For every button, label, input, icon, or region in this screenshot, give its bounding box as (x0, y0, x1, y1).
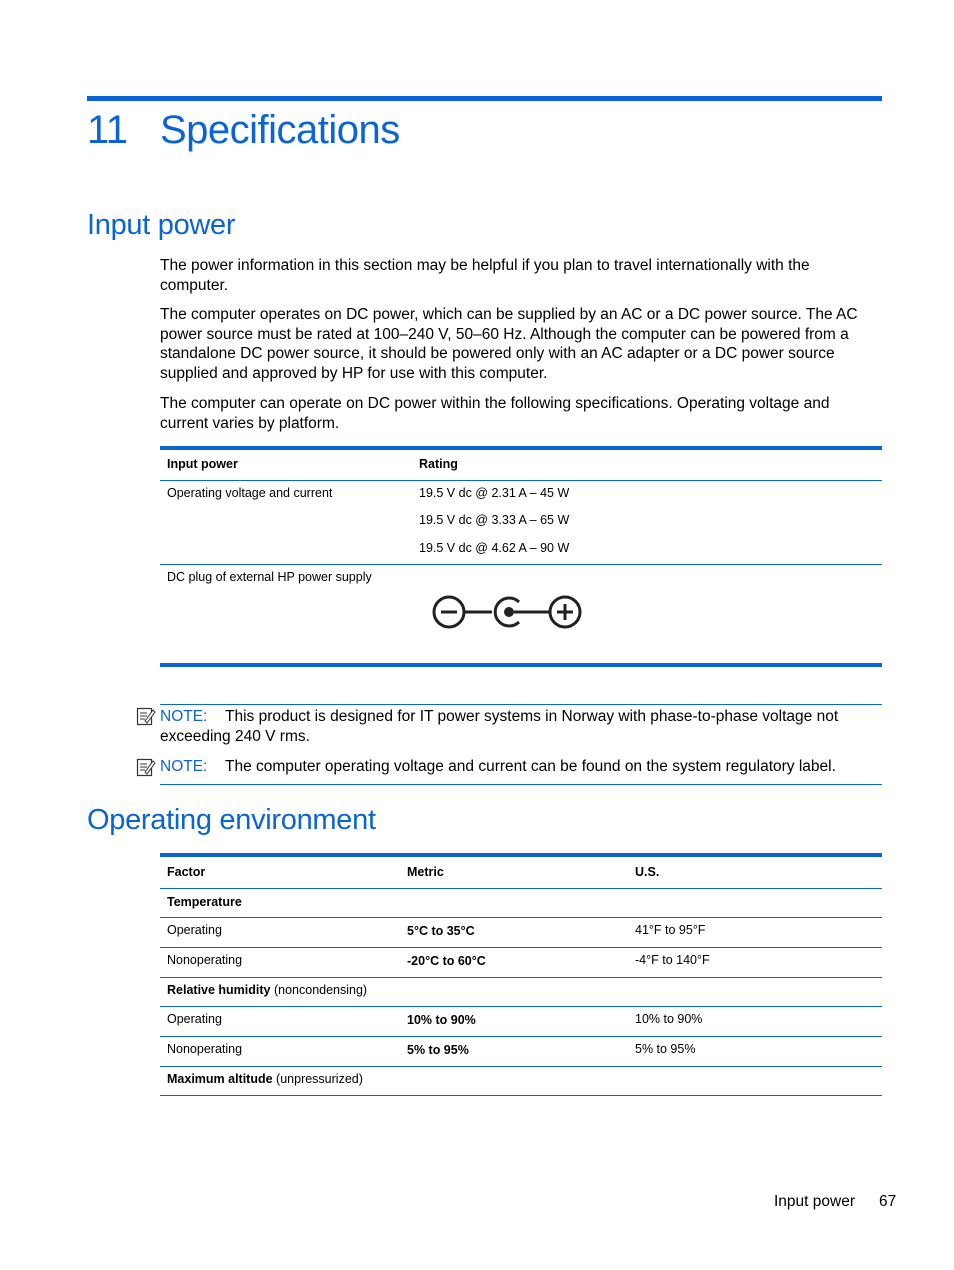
table-cell-label: DC plug of external HP power supply (167, 570, 372, 584)
metric-value: 5°C to 35°C (407, 924, 475, 938)
factor-suffix: (unpressurized) (272, 1072, 363, 1086)
table-row-divider (160, 917, 882, 918)
table-cell-value: 19.5 V dc @ 3.33 A – 65 W (419, 513, 570, 527)
chapter-title (87, 104, 400, 156)
metric-value: -20°C to 60°C (407, 954, 486, 968)
table-top-rule (160, 446, 882, 450)
metric-value: 5% to 95% (407, 1043, 469, 1057)
dc-polarity-symbol-icon (430, 593, 584, 631)
chapter-rule (87, 96, 882, 101)
table-row-divider (160, 977, 882, 978)
us-value: 41°F to 95°F (635, 923, 706, 937)
factor-label: Maximum altitude (167, 1072, 273, 1086)
note-icon (136, 706, 156, 726)
paragraph: The computer operates on DC power, which can be supplied by an AC or a DC power source. The AC power source must be rated at 100–240 V, 50–60 Hz. Although the computer can be powered from a standalone DC power source, it should be powered only with an AC adapter or a DC power source supplied and approved by HP for use with this computer. (160, 306, 858, 382)
table-row (167, 983, 367, 998)
factor-suffix: (noncondensing) (270, 983, 368, 997)
factor-label: Operating (167, 923, 222, 937)
metric-value: 10% to 90% (407, 1013, 476, 1027)
note-icon (136, 757, 156, 777)
table-cell-value: 19.5 V dc @ 4.62 A – 90 W (419, 541, 570, 555)
chapter-number: 11 (87, 108, 128, 152)
table-row (167, 895, 242, 910)
table-header: U.S. (635, 865, 660, 879)
footer-section: Input power (774, 1193, 855, 1210)
table-row-divider (160, 1036, 882, 1037)
table-header: Metric (407, 865, 444, 879)
note-text: The computer operating voltage and current can be found on the system regulatory label. (225, 758, 836, 775)
table-cell-value: 19.5 V dc @ 2.31 A – 45 W (419, 486, 570, 500)
table-row-divider (160, 888, 882, 889)
paragraph: The computer can operate on DC power within the following specifications. Operating voltage and current varies by platform. (160, 395, 830, 432)
table-row (167, 1072, 363, 1087)
chapter-title-text: Specifications (160, 108, 400, 152)
note (160, 707, 872, 746)
page-number: 67 (879, 1193, 897, 1210)
table-header: Input power (167, 457, 238, 471)
table-bottom-rule (160, 1095, 882, 1096)
factor-label: Relative humidity (167, 983, 271, 997)
table-cell-label: Operating voltage and current (167, 486, 333, 500)
table-top-rule (160, 853, 882, 857)
table-row-divider (160, 1066, 882, 1067)
table-row-divider (160, 1006, 882, 1007)
section-heading-operating-environment: Operating environment (87, 804, 376, 836)
table-header: Rating (419, 457, 458, 471)
note-label: NOTE: (160, 708, 208, 725)
factor-label: Operating (167, 1012, 222, 1026)
paragraph: The power information in this section may be helpful if you plan to travel internationally with the computer. (160, 257, 810, 294)
section-heading-input-power: Input power (87, 209, 236, 241)
factor-label: Temperature (167, 895, 242, 909)
factor-label: Nonoperating (167, 953, 243, 967)
table-bottom-rule (160, 663, 882, 667)
table-row-divider (160, 564, 882, 565)
us-value: 10% to 90% (635, 1012, 703, 1026)
us-value: -4°F to 140°F (635, 953, 710, 967)
note-label: NOTE: (160, 758, 208, 775)
table-row-divider (160, 480, 882, 481)
us-value: 5% to 95% (635, 1042, 696, 1056)
table-row-divider (160, 947, 882, 948)
table-header: Factor (167, 865, 206, 879)
note-bottom-rule (160, 784, 882, 785)
factor-label: Nonoperating (167, 1042, 243, 1056)
note-top-rule (160, 704, 882, 705)
note (160, 757, 872, 777)
note-text: This product is designed for IT power systems in Norway with phase-to-phase voltage not exceeding 240 V rms. (160, 708, 839, 745)
